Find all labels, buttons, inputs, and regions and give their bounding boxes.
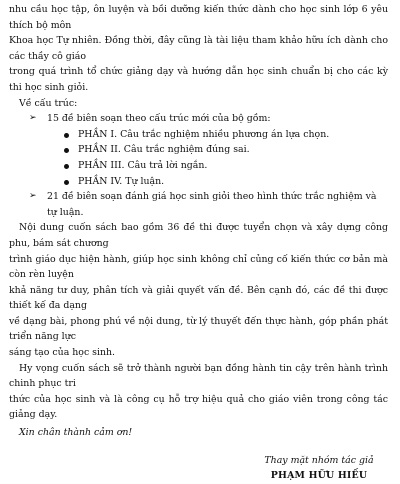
hope-line: thức của học sinh và là công cụ hỗ trợ hiệu quả cho giáo viên trong công tác giảng dạy. xyxy=(9,393,388,421)
arrow-bullet-icon: ➢ xyxy=(29,191,37,202)
structure-item-2 xyxy=(9,189,388,220)
list-item xyxy=(9,127,388,143)
part-label: PHẦN IV. Tự luận. xyxy=(78,175,165,187)
intro-line: Khoa học Tự nhiên. Đồng thời, đây cũng là tài liệu tham khảo hữu ích dành cho các thầy cô giáo xyxy=(9,35,388,62)
intro-line: trong quá trình tổ chức giảng dạy và hướng dẫn học sinh chuẩn bị cho các kỳ thi học sinh giỏi. xyxy=(9,66,388,93)
signature-block xyxy=(234,453,400,484)
content-line: sáng tạo của học sinh. xyxy=(9,347,116,359)
structure-item-1-text: 15 đề biên soạn theo cấu trúc mới của bộ gồm: xyxy=(47,113,271,125)
hope-line: Hy vọng cuốn sách sẽ trở thành người bạn đồng hành tin cậy trên hành trình chinh phục tri xyxy=(9,362,388,390)
dot-bullet-icon xyxy=(64,133,69,138)
content-paragraph xyxy=(9,220,388,360)
signature-title: Thay mặt nhóm tác giả xyxy=(264,454,374,466)
dot-bullet-icon xyxy=(64,164,69,169)
content-line: về dạng bài, phong phú về nội dung, từ lý thuyết đến thực hành, góp phần phát triển năng lực xyxy=(9,315,388,343)
part-label: PHẦN III. Câu trả lời ngắn. xyxy=(78,159,208,171)
content-line: trình giáo dục hiện hành, giúp học sinh không chỉ củng cố kiến thức cơ bản mà còn rèn luyện xyxy=(9,253,388,281)
structure-heading: Về cấu trúc: xyxy=(19,97,78,109)
structure-item-1 xyxy=(9,111,388,127)
part-label: PHẦN II. Câu trắc nghiệm đúng sai. xyxy=(78,144,250,156)
list-item xyxy=(9,158,388,174)
parts-list xyxy=(9,127,388,189)
part-label: PHẦN I. Câu trắc nghiệm nhiều phương án lựa chọn. xyxy=(78,128,330,140)
content-line: khả năng tư duy, phân tích và giải quyết vấn đề. Bên cạnh đó, các đề thi được thiết kế đa dạng xyxy=(9,284,388,312)
list-item xyxy=(9,174,388,190)
content-line: Nội dung cuốn sách bao gồm 36 đề thi được tuyển chọn và xây dựng công phu, bám sát chương xyxy=(9,222,388,249)
dot-bullet-icon xyxy=(64,148,69,153)
list-item xyxy=(9,142,388,158)
structure-item-2-text: 21 đề biên soạn đánh giá học sinh giỏi theo hình thức trắc nghiệm và tự luận. xyxy=(47,191,377,218)
dot-bullet-icon xyxy=(64,180,69,185)
arrow-bullet-icon: ➢ xyxy=(29,113,37,124)
signature-name: PHẠM HỮU HIẾU xyxy=(270,470,368,482)
closing-line: Xin chân thành cảm ơn! xyxy=(19,427,133,439)
hope-paragraph xyxy=(9,361,388,423)
intro-paragraph xyxy=(9,2,388,96)
intro-line: nhu cầu học tập, ôn luyện và bồi dưỡng kiến thức dành cho học sinh lớp 6 yêu thích bộ môn xyxy=(9,4,388,31)
